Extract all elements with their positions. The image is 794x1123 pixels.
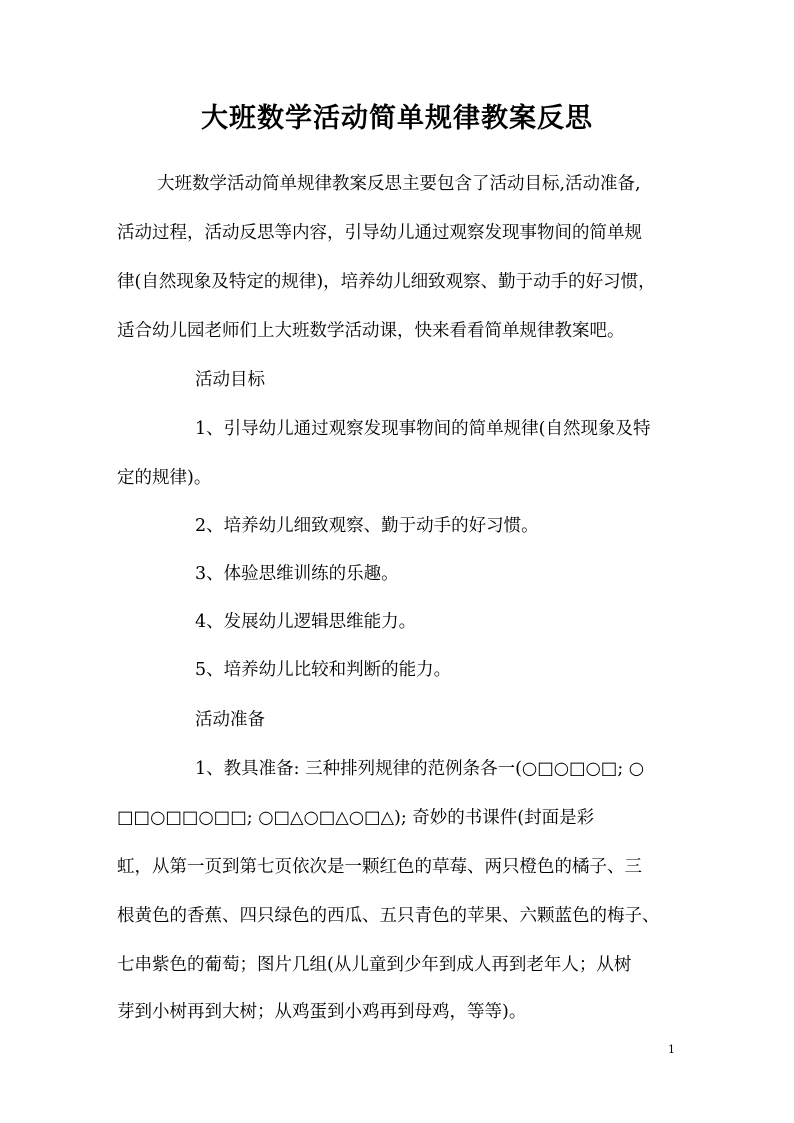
page-number: 1 [668,1043,675,1056]
section-heading-goals: 活动目标 [195,370,265,390]
intro-line-4: 适合幼儿园老师们上大班数学活动课，快来看看简单规律教案吧。 [117,321,625,341]
goal-item-4: 4、发展幼儿逻辑思维能力。 [195,612,417,632]
prep-line-5: 七串紫色的葡萄；图片几组(从儿童到少年到成人再到老年人；从树 [117,955,632,975]
prep-line-2: □□○□□○□□; ○□△○□△○□△); 奇妙的书课件(封面是彩 [117,808,595,828]
goal-item-1a: 1、引导幼儿通过观察发现事物间的简单规律(自然现象及特 [195,419,651,439]
prep-line-4: 根黄色的香蕉、四只绿色的西瓜、五只青色的苹果、六颗蓝色的梅子、 [117,906,660,926]
document-title: 大班数学活动简单规律教案反思 [201,103,593,134]
goal-item-1b: 定的规律)。 [117,468,212,488]
section-heading-prep: 活动准备 [195,710,265,730]
goal-item-5: 5、培养幼儿比较和判断的能力。 [195,660,452,680]
prep-line-1: 1、教具准备: 三种排列规律的范例条各一(○□○□○□; ○ [195,759,645,779]
goal-item-2: 2、培养幼儿细致观察、勤于动手的好习惯。 [195,516,539,536]
goal-item-3: 3、体验思维训练的乐趣。 [195,564,399,584]
intro-line-2: 活动过程，活动反思等内容，引导幼儿通过观察发现事物间的简单规 [117,223,642,243]
prep-line-6: 芽到小树再到大树；从鸡蛋到小鸡再到母鸡，等等)。 [117,1002,527,1022]
intro-line-3: 律(自然现象及特定的规律)，培养幼儿细致观察、勤于动手的好习惯， [117,272,656,292]
prep-line-3: 虹，从第一页到第七页依次是一颗红色的草莓、两只橙色的橘子、三 [117,857,642,877]
intro-line-1: 大班数学活动简单规律教案反思主要包含了活动目标,活动准备, [157,174,641,194]
